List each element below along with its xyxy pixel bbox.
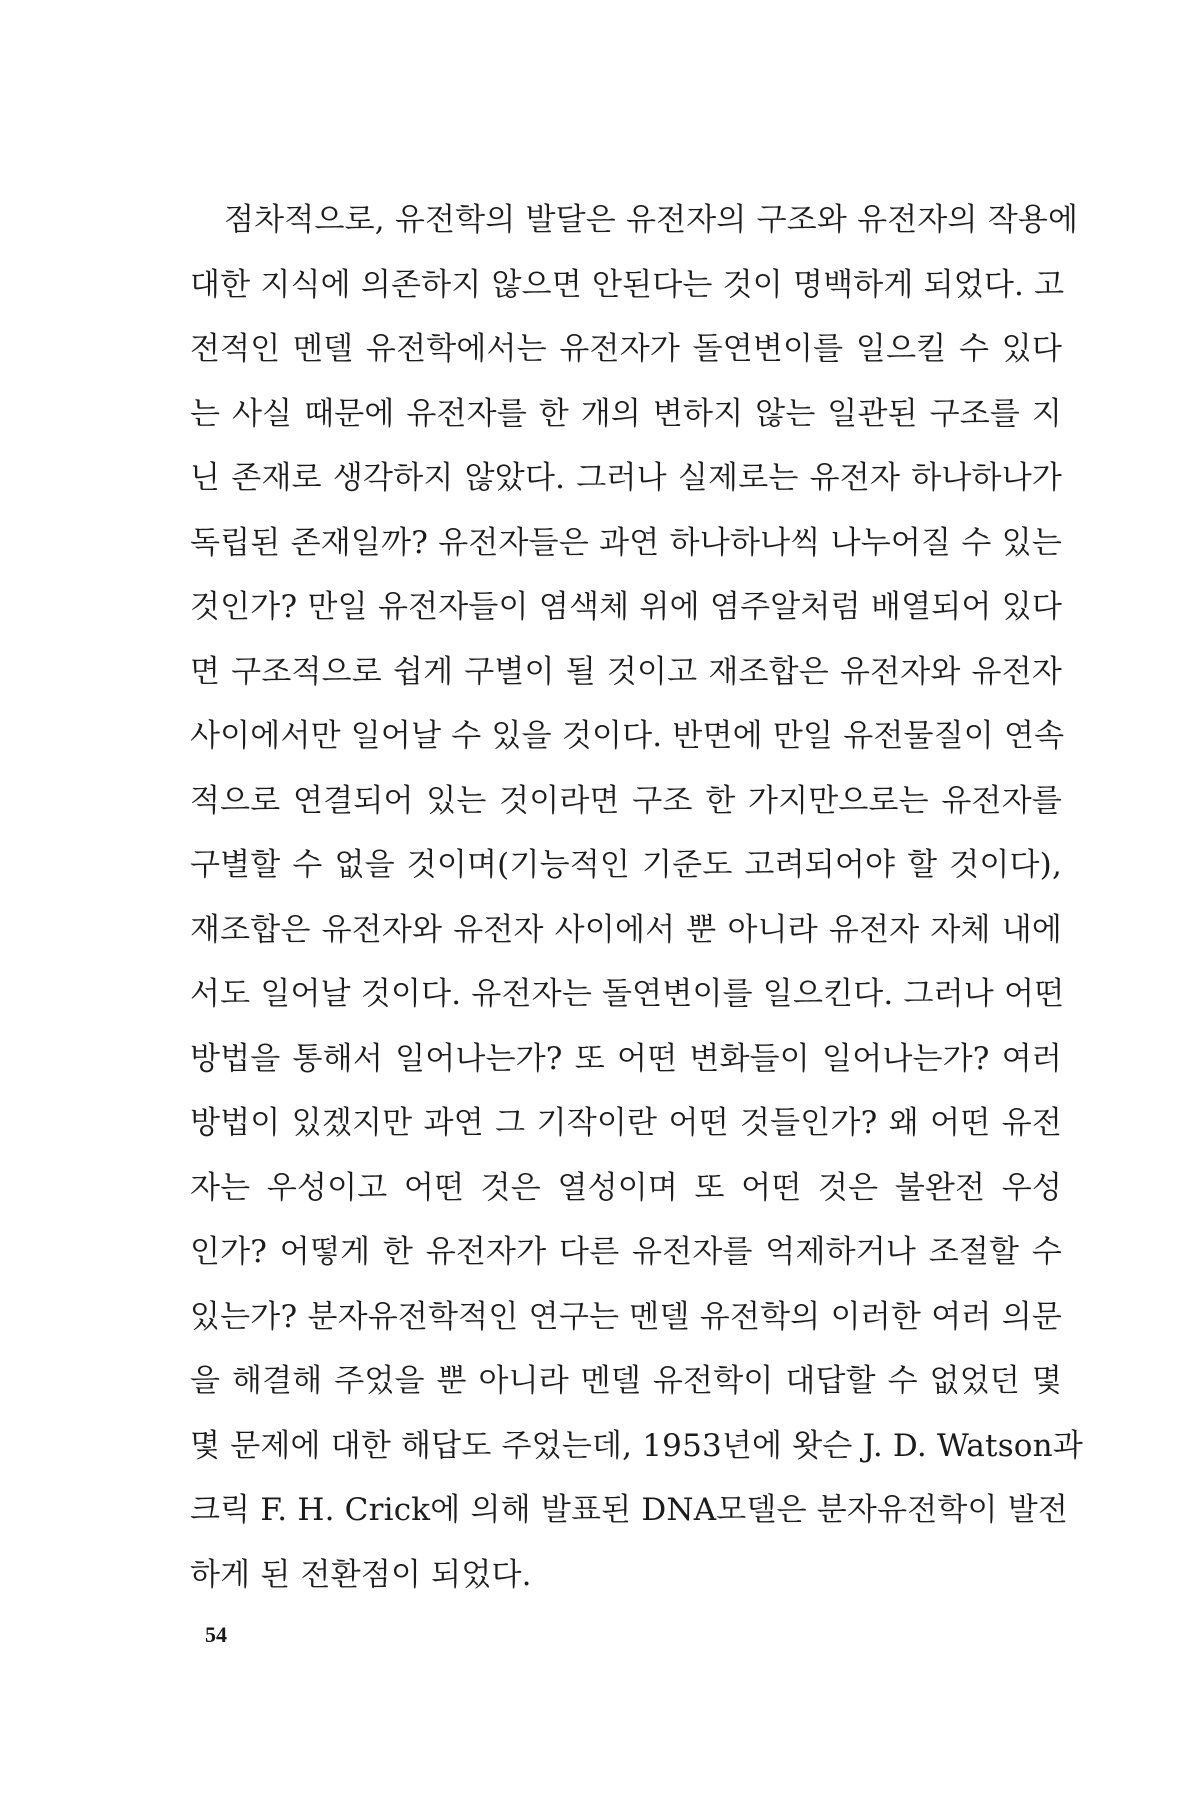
- text-line: 있는가? 분자유전학적인 연구는 멘델 유전학의 이러한 여러 의문: [190, 1298, 1062, 1335]
- text-line: 적으로 연결되어 있는 것이라면 구조 한 가지만으로는 유전자를: [190, 782, 1062, 819]
- text-line: 점차적으로, 유전학의 발달은 유전자의 구조와 유전자의 작용에: [224, 202, 1079, 238]
- text-line: 서도 일어날 것이다. 유전자는 돌연변이를 일으킨다. 그러나 어떤: [190, 976, 1065, 1012]
- text-line: 몇 문제에 대한 해답도 주었는데, 1953년에 왓슨 J. D. Watson과: [190, 1427, 1083, 1464]
- text-line: 면 구조적으로 쉽게 구별이 될 것이고 재조합은 유전자와 유전자: [190, 653, 1062, 690]
- text-line: 전적인 멘델 유전학에서는 유전자가 돌연변이를 일으킬 수 있다: [190, 331, 1062, 367]
- page-number: 54: [205, 1622, 227, 1647]
- text-line: 구별할 수 없을 것이며(기능적인 기준도 고려되어야 할 것이다),: [190, 847, 1062, 883]
- text-line: 인가? 어떻게 한 유전자가 다른 유전자를 억제하거나 조절할 수: [190, 1234, 1062, 1270]
- text-line: 닌 존재로 생각하지 않았다. 그러나 실제로는 유전자 하나하나가: [190, 460, 1062, 496]
- text-line: 을 해결해 주었을 뿐 아니라 멘델 유전학이 대답할 수 없었던 몇: [190, 1363, 1062, 1399]
- text-line: 자는 우성이고 어떤 것은 열성이며 또 어떤 것은 불완전 우성: [190, 1169, 1062, 1206]
- text-line: 크릭 F. H. Crick에 의해 발표된 DNA모델은 분자유전학이 발전: [190, 1492, 1068, 1528]
- text-line: 재조합은 유전자와 유전자 사이에서 뿐 아니라 유전자 자체 내에: [190, 911, 1062, 948]
- text-line: 독립된 존재일까? 유전자들은 과연 하나하나씩 나누어질 수 있는: [190, 524, 1062, 561]
- text-line: 하게 된 전환점이 되었다.: [190, 1556, 532, 1593]
- text-line: 방법이 있겠지만 과연 그 기작이란 어떤 것들인가? 왜 어떤 유전: [190, 1105, 1062, 1141]
- text-line: 대한 지식에 의존하지 않으면 안된다는 것이 명백하게 되었다. 고: [190, 266, 1065, 303]
- text-line: 방법을 통해서 일어나는가? 또 어떤 변화들이 일어나는가? 여러: [190, 1040, 1062, 1077]
- text-line: 것인가? 만일 유전자들이 염색체 위에 염주알처럼 배열되어 있다: [190, 589, 1062, 625]
- text-line: 는 사실 때문에 유전자를 한 개의 변하지 않는 일관된 구조를 지: [190, 395, 1062, 432]
- text-line: 사이에서만 일어날 수 있을 것이다. 반면에 만일 유전물질이 연속: [190, 718, 1065, 754]
- paragraph: [190, 196, 1083, 1615]
